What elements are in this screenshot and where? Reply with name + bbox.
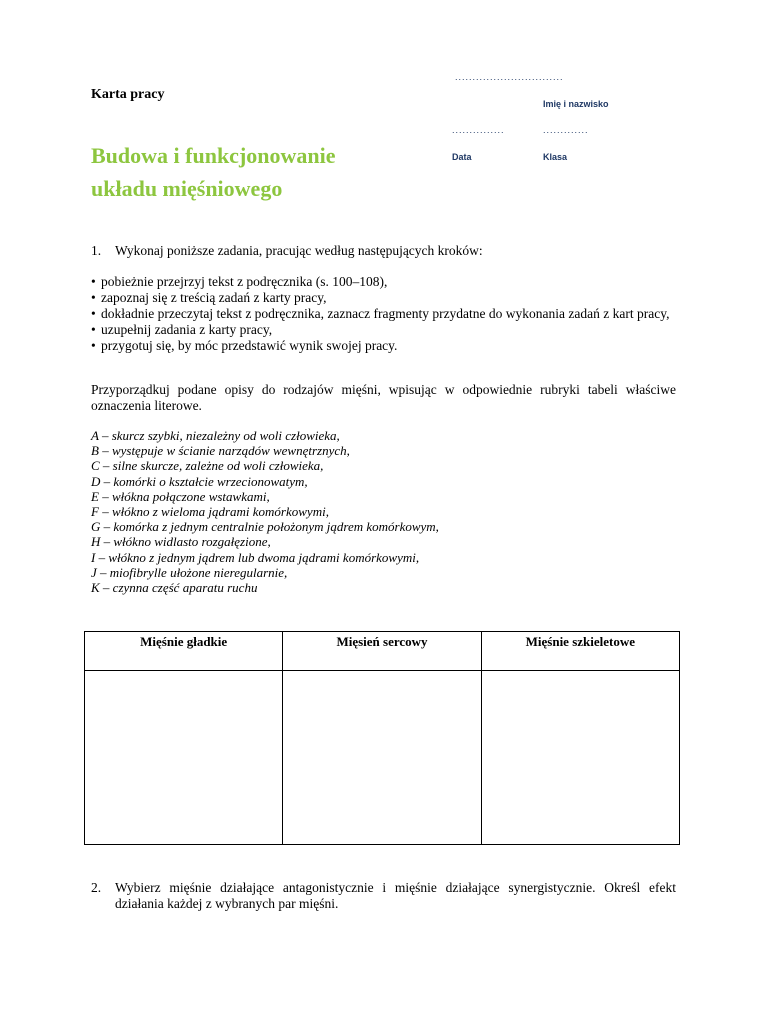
descriptions-list [91,428,676,595]
description-item: J – miofibrylle ułożone nieregularnie, [91,564,288,580]
assign-instruction: Przyporządkuj podane opisy do rodzajów mięśni, wpisując w odpowiednie rubryki tabeli właściwe oznaczenia literowe. [91,382,676,413]
header-cardiac-muscle: Mięsień sercowy [283,632,481,671]
title-line-1: Budowa i funkcjonowanie [91,143,336,168]
description-item: I – włókno z jednym jądrem lub dwoma jądrami komórkowymi, [91,549,420,565]
description-item: B – występuje w ścianie narządów wewnętrznych, [91,443,350,459]
task1-number: 1. [91,243,102,258]
table-header-row [85,632,680,671]
steps-list [91,274,676,354]
task1-instruction-text: Wykonaj poniższe zadania, pracując według następujących kroków: [115,243,483,258]
task2-number: 2. [91,880,102,895]
task2-text: Wybierz mięśnie działające antagonistycznie i mięśnie działające synergistycznie. Określ efekt działania każdej z wybranych par mięśni. [115,880,676,911]
answer-cell-skeletal[interactable] [481,671,679,845]
description-item: K – czynna część aparatu ruchu [91,580,258,596]
description-item: D – komórki o kształcie wrzecionowatym, [91,473,308,489]
date-field[interactable]: ............... [452,125,505,135]
description-item: E – włókna połączone wstawkami, [91,488,270,504]
task1-instruction [91,243,676,259]
worksheet-title [91,139,336,205]
step-item: • uzupełnij zadania z karty pracy, [91,322,676,338]
description-item: H – włókno widlasto rozgałęzione, [91,534,271,550]
class-label: Klasa [543,152,568,162]
name-field[interactable]: ............................... [455,72,564,82]
answer-cell-cardiac[interactable] [283,671,481,845]
description-item: A – skurcz szybki, niezależny od woli człowieka, [91,428,340,443]
description-item: G – komórka z jednym centralnie położonym jądrem komórkowym, [91,519,439,535]
step-item: • dokładnie przeczytaj tekst z podręcznika, zaznacz fragmenty przydatne do wykonania zadań z kart pracy, [91,306,676,322]
title-line-2: układu mięśniowego [91,176,283,201]
muscle-table [84,631,680,845]
worksheet-label: Karta pracy [91,87,165,102]
header-skeletal-muscle: Mięśnie szkieletowe [481,632,679,671]
description-item: F – włókno z wieloma jądrami komórkowymi, [91,504,329,520]
name-label: Imię i nazwisko [543,99,609,109]
table-answer-row [85,671,680,845]
answer-cell-smooth[interactable] [85,671,283,845]
step-item: • przygotuj się, by móc przedstawić wynik swojej pracy. [91,338,676,354]
class-field[interactable]: ............. [543,125,589,135]
task2-instruction [91,880,676,912]
step-item: • pobieżnie przejrzyj tekst z podręcznika (s. 100–108), [91,274,676,290]
description-item: C – silne skurcze, zależne od woli człowieka, [91,458,324,474]
header-smooth-muscle: Mięśnie gładkie [85,632,283,671]
date-label: Data [452,152,472,162]
step-item: • zapoznaj się z treścią zadań z karty pracy, [91,290,676,306]
